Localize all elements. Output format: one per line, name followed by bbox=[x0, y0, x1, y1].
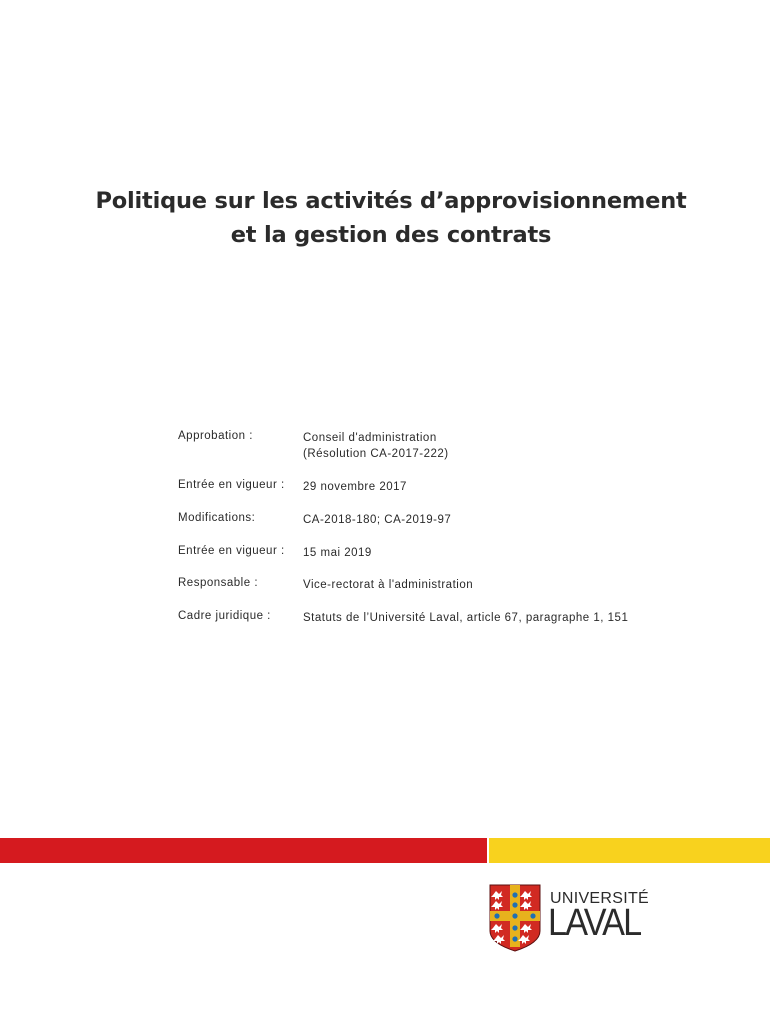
metadata-label: Entrée en vigueur : bbox=[178, 545, 285, 557]
logo-wordmark-line-2: LAVAL bbox=[548, 902, 641, 944]
metadata-value: 15 mai 2019 bbox=[303, 547, 372, 559]
logo-wordmark-line-1: UNIVERSITÉ bbox=[550, 890, 650, 907]
document-title-line-2: et la gestion des contrats bbox=[230, 222, 552, 248]
metadata-value: 29 novembre 2017 bbox=[303, 481, 407, 493]
document-title bbox=[0, 184, 770, 252]
document-title-line-1: Politique sur les activités d’approvisionnement bbox=[95, 188, 687, 214]
metadata-value bbox=[303, 430, 449, 462]
metadata-value: Statuts de l’Université Laval, article 67, paragraphe 1, 151 bbox=[303, 612, 629, 624]
metadata-value-line-1: Conseil d'administration bbox=[303, 432, 437, 444]
footer-band-yellow bbox=[489, 838, 770, 863]
metadata-label: Responsable : bbox=[178, 577, 259, 589]
metadata-value: Vice-rectorat à l'administration bbox=[303, 579, 474, 591]
metadata-label: Approbation : bbox=[178, 430, 253, 442]
metadata-value-line-2: (Résolution CA-2017-222) bbox=[303, 448, 449, 460]
metadata-value: CA-2018-180; CA-2019-97 bbox=[303, 514, 452, 526]
metadata-label: Cadre juridique : bbox=[178, 610, 271, 622]
metadata-label: Modifications: bbox=[178, 512, 256, 524]
footer-band-red bbox=[0, 838, 487, 863]
metadata-label: Entrée en vigueur : bbox=[178, 479, 285, 491]
